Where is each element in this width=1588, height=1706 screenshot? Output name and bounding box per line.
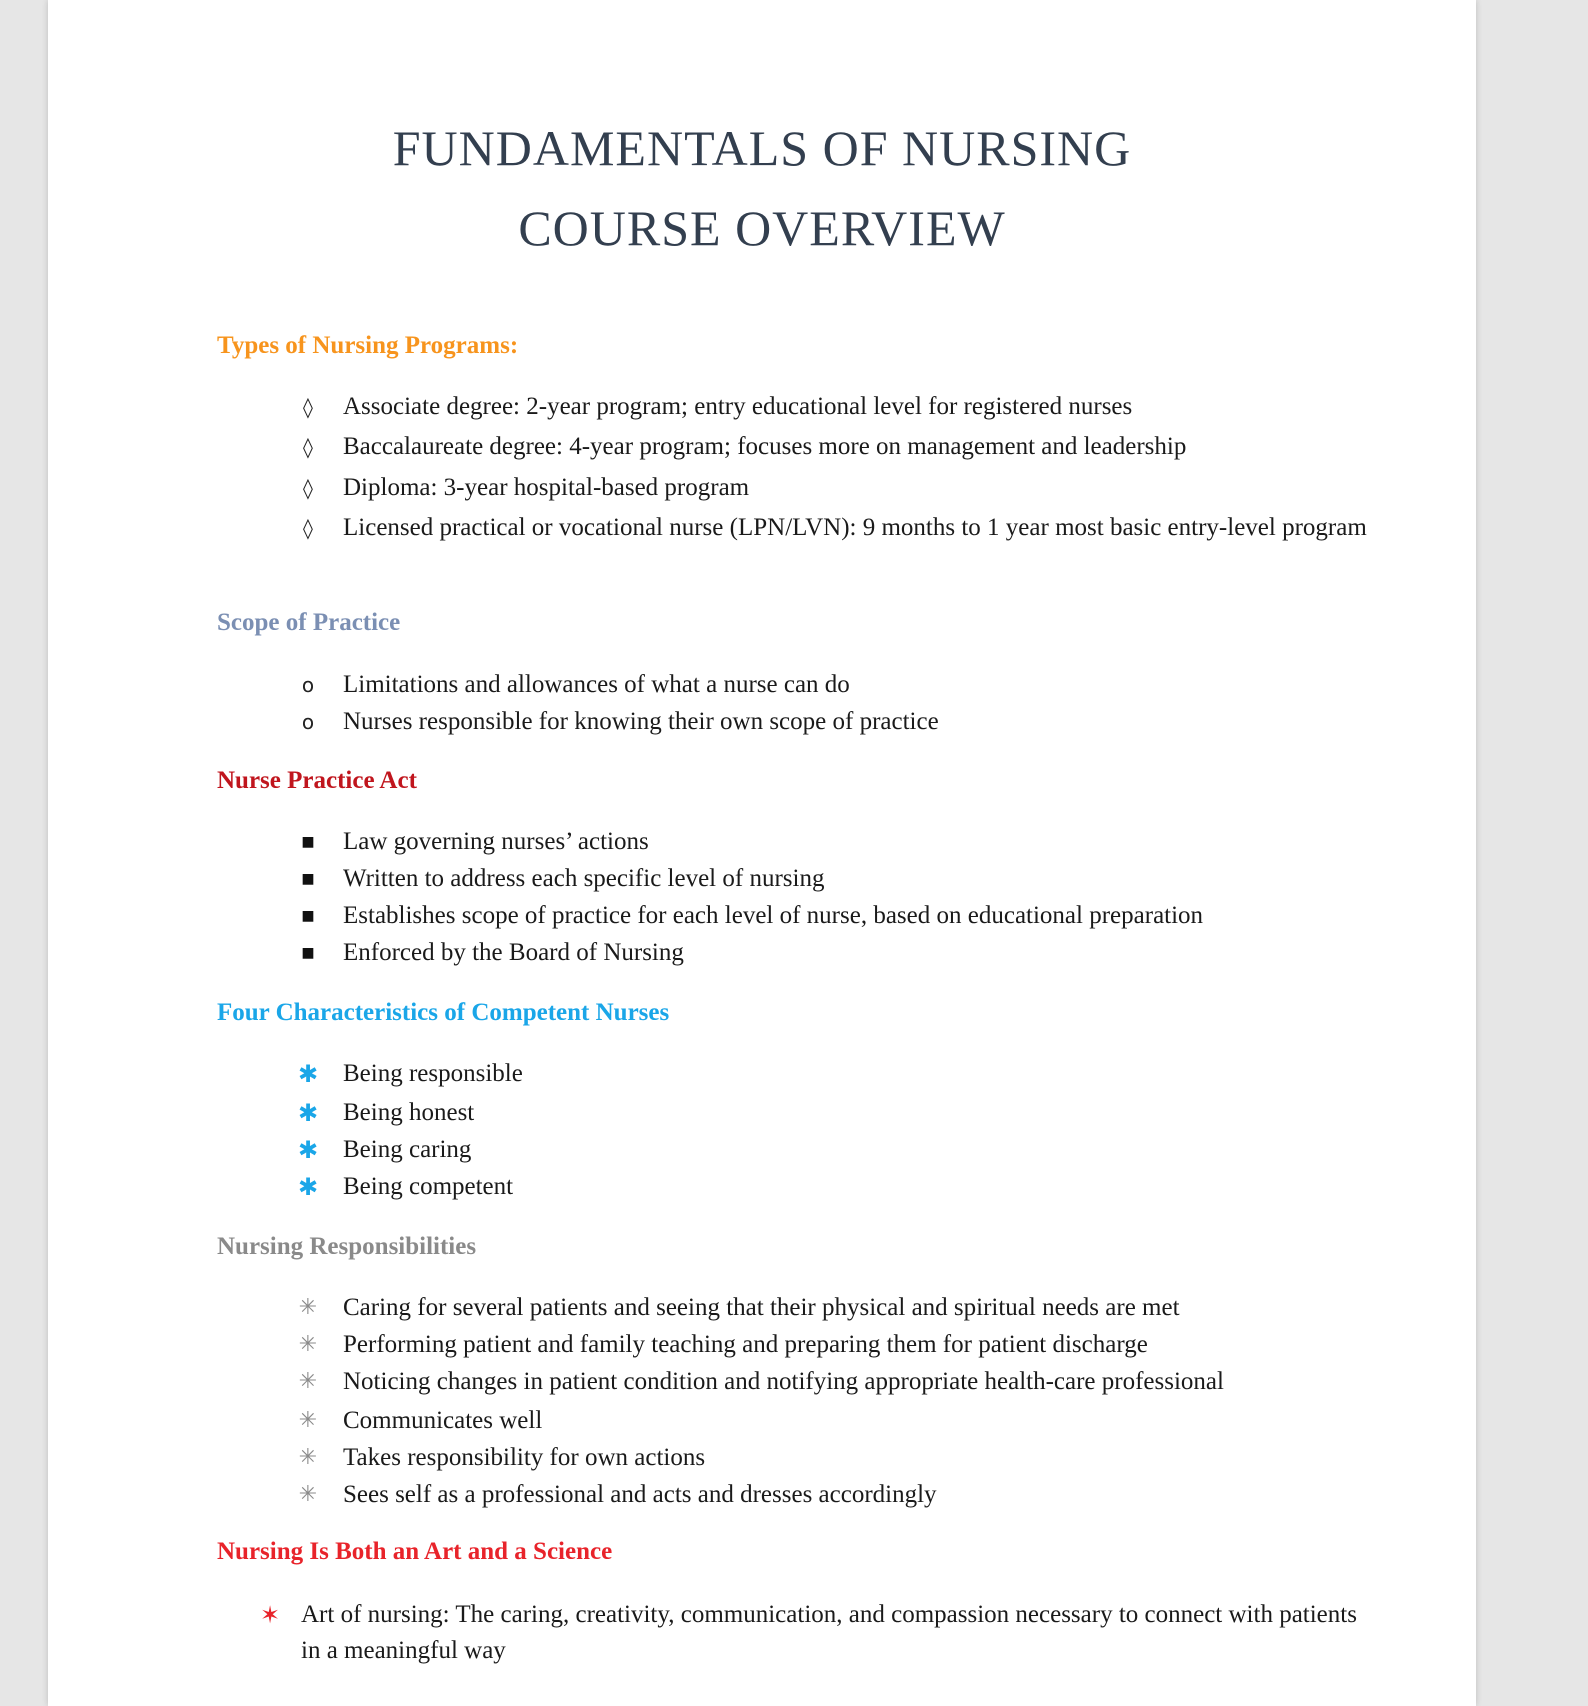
- star-icon: ✱: [297, 1060, 319, 1088]
- asterisk-icon: ✳: [298, 1482, 318, 1507]
- list-item: [303, 430, 1393, 464]
- section-heading-responsibilities: Nursing Responsibilities: [217, 1233, 477, 1260]
- list-item-text: Nurses responsible for knowing their own scope of practice: [343, 708, 939, 735]
- square-icon: ■: [301, 908, 315, 924]
- section-heading-art-science: Nursing Is Both an Art and a Science: [217, 1538, 613, 1565]
- list-item: [301, 936, 1393, 970]
- list-item: [297, 1057, 1393, 1091]
- asterisk-icon: ✳: [298, 1408, 318, 1433]
- circle-outline-icon: o: [301, 710, 315, 734]
- list-item: [298, 1441, 1393, 1475]
- star-icon: ✱: [297, 1173, 319, 1201]
- star-icon: ✶: [259, 1601, 281, 1629]
- list-item-text: Establishes scope of practice for each level of nurse, based on educational preparation: [343, 902, 1204, 929]
- list-item: [301, 705, 1393, 739]
- list-item: [303, 471, 1393, 505]
- section-heading-characteristics: Four Characteristics of Competent Nurses: [217, 999, 670, 1026]
- list-item: [301, 862, 1393, 896]
- list-item-text: Performing patient and family teaching and preparing them for patient discharge: [343, 1331, 1148, 1358]
- diamond-outline-icon: ◊: [303, 395, 313, 419]
- list-item-text: Caring for several patients and seeing that their physical and spiritual needs are met: [343, 1294, 1180, 1321]
- list-item: [303, 390, 1393, 424]
- star-icon: ✱: [297, 1099, 319, 1127]
- document-page: [48, 0, 1476, 1706]
- list-item-text: Being responsible: [343, 1060, 523, 1087]
- list-item-text: Diploma: 3-year hospital-based program: [343, 474, 750, 501]
- list-item-text: Sees self as a professional and acts and dresses accordingly: [343, 1481, 937, 1508]
- section-heading-programs: Types of Nursing Programs:: [217, 332, 519, 359]
- list-item: [298, 1404, 1393, 1438]
- square-icon: ■: [301, 834, 315, 850]
- asterisk-icon: ✳: [298, 1332, 318, 1357]
- document-title-line-2: COURSE OVERVIEW: [518, 200, 1006, 256]
- list-item-text: Being honest: [343, 1099, 475, 1126]
- list-item-text: Being caring: [343, 1136, 472, 1163]
- list-item: [298, 1328, 1393, 1362]
- circle-outline-icon: o: [301, 673, 315, 697]
- list-item-text: Baccalaureate degree: 4-year program; focuses more on management and leadership: [343, 433, 1187, 460]
- square-icon: ■: [301, 871, 315, 887]
- list-item: [259, 1597, 1381, 1669]
- list-item: [301, 899, 1393, 933]
- list-item-text: Licensed practical or vocational nurse (LPN/LVN): 9 months to 1 year most basic entry-level program: [343, 514, 1367, 541]
- list-item-text: Communicates well: [343, 1407, 543, 1434]
- list-item-text: Written to address each specific level of nursing: [343, 865, 825, 892]
- star-icon: ✱: [297, 1136, 319, 1164]
- list-item: [301, 668, 1393, 702]
- list-item-text: Associate degree: 2-year program; entry educational level for registered nurses: [343, 393, 1133, 420]
- list-item: [297, 1096, 1393, 1130]
- list-item-text: Being competent: [343, 1173, 514, 1200]
- diamond-outline-icon: ◊: [303, 516, 313, 540]
- list-item-text: Law governing nurses’ actions: [343, 828, 649, 855]
- list-item-text: Noticing changes in patient condition and notifying appropriate health-care professional: [343, 1368, 1224, 1395]
- list-item: [303, 511, 1393, 545]
- section-heading-scope: Scope of Practice: [217, 609, 401, 636]
- diamond-outline-icon: ◊: [303, 435, 313, 459]
- list-item: [301, 825, 1393, 859]
- asterisk-icon: ✳: [298, 1369, 318, 1394]
- asterisk-icon: ✳: [298, 1445, 318, 1470]
- list-item-text: Takes responsibility for own actions: [343, 1444, 706, 1471]
- list-item-text: Enforced by the Board of Nursing: [343, 939, 684, 966]
- diamond-outline-icon: ◊: [303, 476, 313, 500]
- list-item: [297, 1133, 1393, 1167]
- document-title-line-1: FUNDAMENTALS OF NURSING: [392, 120, 1132, 176]
- list-item-text: Art of nursing: The caring, creativity, communication, and compassion necessary to connect with patients in a meaningful way: [301, 1601, 1357, 1664]
- list-item: [298, 1478, 1393, 1512]
- list-item: [298, 1365, 1393, 1399]
- square-icon: ■: [301, 945, 315, 961]
- section-heading-practice-act: Nurse Practice Act: [217, 767, 417, 794]
- asterisk-icon: ✳: [298, 1295, 318, 1320]
- list-item-text: Limitations and allowances of what a nurse can do: [343, 671, 850, 698]
- list-item: [297, 1170, 1393, 1204]
- list-item: [298, 1291, 1393, 1325]
